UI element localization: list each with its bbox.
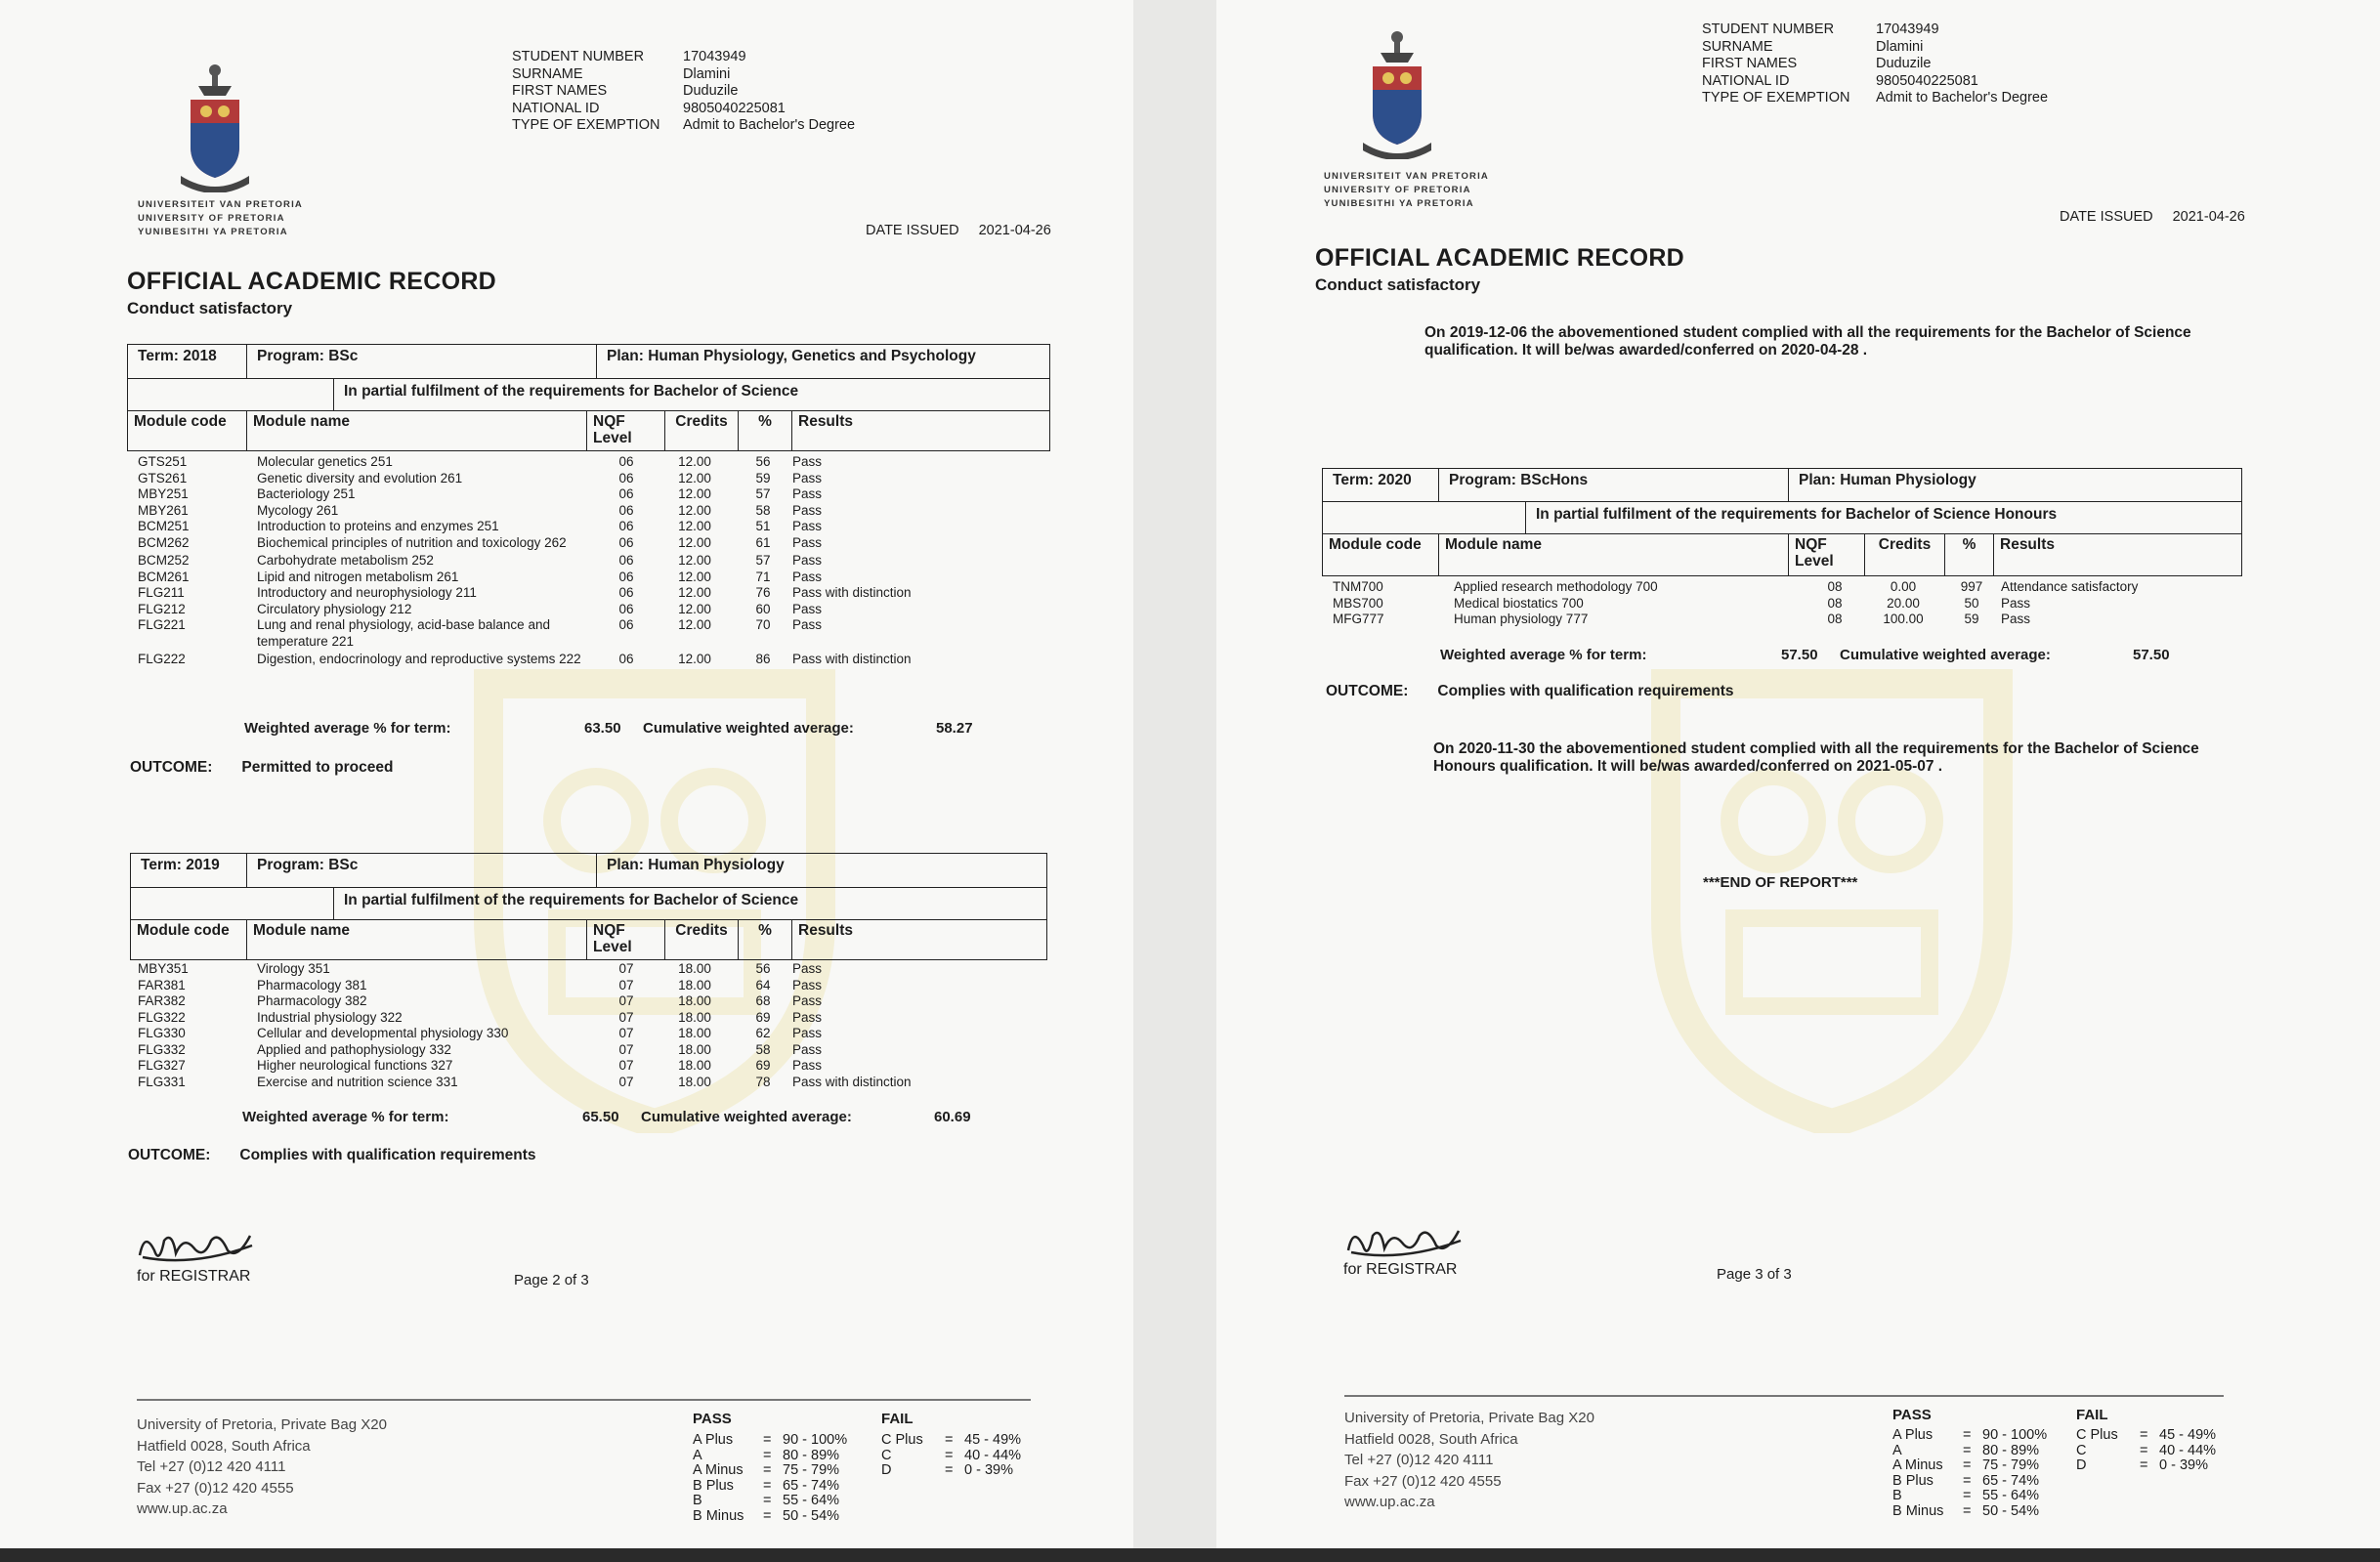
header-module-name: Module name (247, 920, 587, 959)
cumulative-value: 57.50 (2133, 647, 2170, 663)
plan-label: Plan: Human Physiology, Genetics and Psychology (607, 348, 976, 364)
term-label: Term: 2020 (1323, 469, 1439, 501)
term-2020-modules (1333, 579, 2236, 628)
value-national-id: 9805040225081 (1876, 72, 1978, 89)
bsc-completion-notice: On 2019-12-06 the abovementioned student complied with all the requirements for the Bachelor of Science qualification. It will be/was awarded/conferred on 2020-04-28 . (1424, 324, 2191, 359)
value-exemption: Admit to Bachelor's Degree (1876, 90, 2049, 106)
header-percent: % (739, 920, 792, 959)
for-registrar: for REGISTRAR (1343, 1261, 1458, 1278)
table-row: MBS700 Medical biostatics 700 08 20.00 50 Pass (1333, 595, 2031, 611)
label-surname: SURNAME (1702, 38, 1773, 55)
table-row: FLG327 Higher neurological functions 327 07 18.00 69 Pass (138, 1058, 823, 1073)
table-row: MFG777 Human physiology 777 08 100.00 59 Pass (1333, 612, 2031, 626)
table-row: BCM252 Carbohydrate metabolism 252 06 12.00 57 Pass (138, 553, 823, 568)
fail-title: FAIL (881, 1411, 914, 1427)
university-name: UNIVERSITEIT VAN PRETORIA UNIVERSITY OF PRETORIA YUNIBESITHI YA PRETORIA (1324, 171, 1489, 209)
weighted-value: 57.50 (1781, 647, 1818, 663)
table-row: FAR382 Pharmacology 382 07 18.00 68 Pass (138, 993, 823, 1008)
weighted-value: 65.50 (582, 1109, 619, 1125)
table-row: FLG330 Cellular and developmental physiology 330 07 18.00 62 Pass (138, 1026, 823, 1040)
weighted-label: Weighted average % for term: (242, 1109, 449, 1125)
value-national-id: 9805040225081 (683, 100, 786, 116)
date-issued: DATE ISSUED 2021-04-26 (866, 223, 1051, 238)
label-first-names: FIRST NAMES (1702, 56, 1798, 71)
footer-divider (137, 1399, 1031, 1401)
label-national-id: NATIONAL ID (1702, 72, 1790, 89)
fail-title: FAIL (2076, 1407, 2108, 1423)
fail-grades: C Plus = 45 - 49% C = 40 - 44% D = 0 - 39% (2076, 1427, 2217, 1473)
cumulative-label: Cumulative weighted average: (641, 1109, 852, 1125)
term-label: Term: 2019 (131, 854, 247, 887)
value-exemption: Admit to Bachelor's Degree (683, 117, 856, 133)
term-2018-outcome: OUTCOME: Permitted to proceed (130, 759, 394, 776)
cumulative-label: Cumulative weighted average: (643, 720, 854, 737)
table-row: MBY351 Virology 351 07 18.00 56 Pass (138, 961, 823, 976)
label-exemption: TYPE OF EXEMPTION (1702, 90, 1850, 106)
header-module-name: Module name (1439, 534, 1789, 575)
header-results: Results (2000, 536, 2055, 553)
weighted-label: Weighted average % for term: (1440, 647, 1647, 663)
weighted-value: 63.50 (584, 720, 621, 737)
university-crest-icon (1363, 27, 1431, 159)
table-row: FLG221 Lung and renal physiology, acid-base balance and temperature 221 06 12.00 70 Pass (138, 617, 823, 649)
label-student-number: STUDENT NUMBER (1702, 21, 1835, 37)
table-row: FLG331 Exercise and nutrition science 331 07 18.00 78 Pass with distinction (138, 1074, 912, 1089)
cumulative-value: 58.27 (936, 720, 973, 737)
term-2020-outcome: OUTCOME: Complies with qualification requirements (1326, 683, 1734, 699)
plan-label: Plan: Human Physiology (607, 857, 785, 873)
table-row: BCM262 Biochemical principles of nutrition and toxicology 262 06 12.00 61 Pass (138, 534, 823, 550)
term-2019-modules (138, 961, 1041, 1090)
student-details (512, 49, 855, 135)
footer-address: University of Pretoria, Private Bag X20 Hatfield 0028, South Africa Tel +27 (0)12 420 4111 Fax +27 (0)12 420 4555 www.up.ac.za (1344, 1410, 1594, 1510)
label-surname: SURNAME (512, 65, 583, 82)
footer-address: University of Pretoria, Private Bag X20 Hatfield 0028, South Africa Tel +27 (0)12 420 4111 Fax +27 (0)12 420 4555 www.up.ac.za (137, 1416, 387, 1517)
pass-grades: A Plus = 90 - 100% A = 80 - 89% A Minus = 75 - 79% B Plus = 65 - 74% B = 55 - 64% B Minus = 50 - 54% (1892, 1427, 2048, 1519)
cumulative-value: 60.69 (934, 1109, 971, 1125)
value-student-number: 17043949 (1876, 21, 1939, 37)
header-percent: % (1945, 534, 1994, 575)
partial-fulfilment: In partial fulfilment of the requirements for Bachelor of Science (344, 383, 799, 400)
table-row: GTS261 Genetic diversity and evolution 261 06 12.00 59 Pass (138, 470, 823, 485)
header-credits: Credits (1865, 534, 1945, 575)
student-details (1702, 21, 2048, 107)
term-2020-header (1322, 468, 2242, 576)
value-first-names: Duduzile (683, 83, 739, 99)
term-label: Term: 2018 (128, 345, 247, 378)
value-first-names: Duduzile (1876, 56, 1932, 71)
table-row: FLG211 Introductory and neurophysiology 211 06 12.00 76 Pass with distinction (138, 585, 912, 600)
table-row: FLG322 Industrial physiology 322 07 18.00 69 Pass (138, 1009, 823, 1025)
program-label: Program: BScHons (1439, 469, 1789, 501)
header-results: Results (798, 413, 853, 430)
table-row: FLG222 Digestion, endocrinology and reproductive systems 222 06 12.00 86 Pass with distinction (138, 652, 912, 666)
header-results: Results (798, 922, 853, 939)
label-national-id: NATIONAL ID (512, 100, 600, 116)
cumulative-label: Cumulative weighted average: (1840, 647, 2051, 663)
record-title: OFFICIAL ACADEMIC RECORD (127, 268, 497, 295)
partial-fulfilment: In partial fulfilment of the requirements for Bachelor of Science Honours (1536, 506, 2058, 523)
table-row: MBY261 Mycology 261 06 12.00 58 Pass (138, 502, 823, 518)
table-row: BCM251 Introduction to proteins and enzymes 251 06 12.00 51 Pass (138, 519, 823, 533)
header-percent: % (739, 411, 792, 450)
page-gap (1133, 0, 1216, 1548)
term-2019-outcome: OUTCOME: Complies with qualification requirements (128, 1147, 536, 1163)
plan-label: Plan: Human Physiology (1799, 472, 1976, 488)
conduct-status: Conduct satisfactory (127, 299, 293, 317)
program-label: Program: BSc (247, 854, 597, 887)
header-module-name: Module name (247, 411, 587, 450)
conduct-status: Conduct satisfactory (1315, 275, 1481, 294)
page-number: Page 2 of 3 (514, 1272, 589, 1288)
date-issued: DATE ISSUED 2021-04-26 (2060, 209, 2245, 225)
partial-fulfilment: In partial fulfilment of the requirements for Bachelor of Science (344, 892, 799, 908)
header-credits: Credits (665, 920, 739, 959)
header-module-code: Module code (128, 411, 247, 450)
footer-divider (1344, 1395, 2224, 1397)
pass-title: PASS (1892, 1407, 1932, 1423)
weighted-label: Weighted average % for term: (244, 720, 451, 737)
table-row: FLG332 Applied and pathophysiology 332 07 18.00 58 Pass (138, 1041, 823, 1057)
bottom-bar (0, 1548, 2380, 1562)
header-credits: Credits (665, 411, 739, 450)
university-name: UNIVERSITEIT VAN PRETORIA UNIVERSITY OF PRETORIA YUNIBESITHI YA PRETORIA (138, 199, 303, 237)
table-row: BCM261 Lipid and nitrogen metabolism 261 06 12.00 71 Pass (138, 569, 823, 584)
header-module-code: Module code (1323, 534, 1439, 575)
header-nqf: NQF Level (587, 411, 665, 450)
label-exemption: TYPE OF EXEMPTION (512, 117, 660, 133)
record-page-2 (0, 0, 1133, 1548)
table-row: GTS251 Molecular genetics 251 06 12.00 56 Pass (138, 454, 823, 469)
for-registrar: for REGISTRAR (137, 1268, 251, 1285)
pass-title: PASS (693, 1411, 732, 1427)
header-module-code: Module code (131, 920, 247, 959)
page-number: Page 3 of 3 (1717, 1266, 1792, 1283)
program-label: Program: BSc (247, 345, 597, 378)
value-student-number: 17043949 (683, 49, 746, 64)
term-2018-header (127, 344, 1050, 451)
honours-completion-notice: On 2020-11-30 the abovementioned student complied with all the requirements for the Bachelor of Science Honours qualification. It will be/was awarded/conferred on 2021-05-07 . (1433, 740, 2199, 775)
header-nqf: NQF Level (1789, 534, 1865, 575)
table-row: FLG212 Circulatory physiology 212 06 12.00 60 Pass (138, 601, 823, 616)
header-nqf: NQF Level (587, 920, 665, 959)
university-crest-icon (181, 61, 249, 192)
table-row: FAR381 Pharmacology 381 07 18.00 64 Pass (138, 977, 823, 992)
term-2018-modules (138, 454, 1041, 668)
end-of-report: ***END OF REPORT*** (1703, 874, 1858, 891)
record-title: OFFICIAL ACADEMIC RECORD (1315, 244, 1685, 272)
label-student-number: STUDENT NUMBER (512, 49, 645, 64)
term-2019-header (130, 853, 1047, 960)
table-row: MBY251 Bacteriology 251 06 12.00 57 Pass (138, 486, 823, 501)
table-row: TNM700 Applied research methodology 700 08 0.00 997 Attendance satisfactory (1333, 579, 2139, 594)
record-page-3 (1216, 0, 2380, 1548)
label-first-names: FIRST NAMES (512, 83, 608, 99)
fail-grades: C Plus = 45 - 49% C = 40 - 44% D = 0 - 39% (881, 1432, 1022, 1478)
value-surname: Dlamini (683, 65, 731, 82)
pass-grades: A Plus = 90 - 100% A = 80 - 89% A Minus = 75 - 79% B Plus = 65 - 74% B = 55 - 64% B Minus = 50 - 54% (693, 1432, 848, 1524)
value-surname: Dlamini (1876, 38, 1924, 55)
